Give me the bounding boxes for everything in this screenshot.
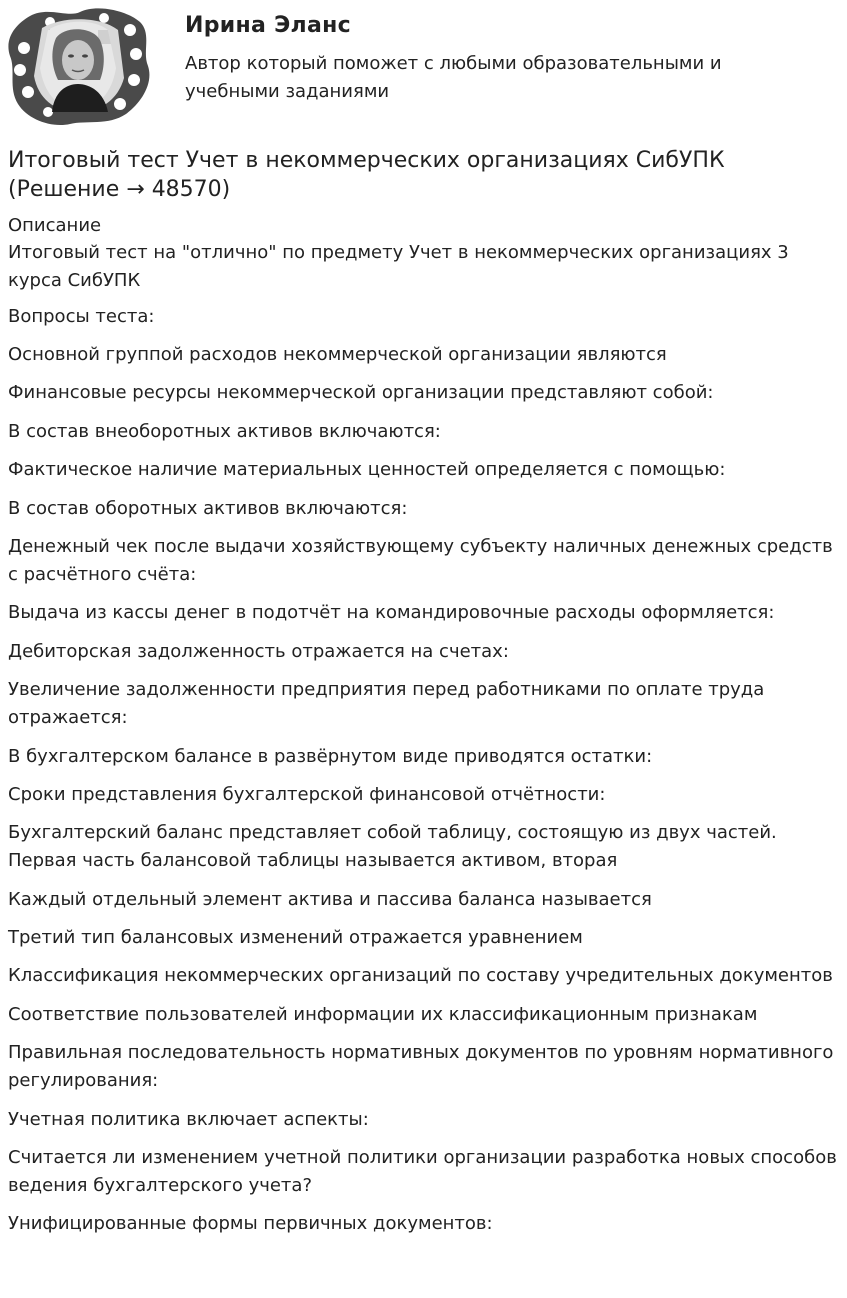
questions-list [8,341,838,1238]
question-item: Учетная политика включает аспекты: [8,1108,369,1130]
questions-label: Вопросы теста: [8,306,155,327]
document-content [8,146,838,1249]
author-avatar[interactable] [8,8,150,126]
question-item: В бухгалтерском балансе в развёрнутом виде приводятся остатки: [8,745,653,767]
question-item: Каждый отдельный элемент актива и пассива баланса называется [8,888,652,910]
question-item: Сроки представления бухгалтерской финансовой отчётности: [8,783,606,805]
author-description: Автор который поможет с любыми образовательными и учебными заданиями [185,53,722,102]
question-item: Выдача из кассы денег в подотчёт на командировочные расходы оформляется: [8,602,775,624]
question-item: В состав внеоборотных активов включаются: [8,420,441,442]
description-text: Итоговый тест на "отлично" по предмету Учет в некоммерческих организациях 3 курса СибУПК [8,242,789,291]
question-item: Финансовые ресурсы некоммерческой организации представляют собой: [8,382,714,404]
question-item: Бухгалтерский баланс представляет собой таблицу, состоящую из двух частей. Первая часть балансовой таблицы называется активом, вторая [8,822,777,872]
question-item: Фактическое наличие материальных ценностей определяется с помощью: [8,459,726,481]
question-item: Третий тип балансовых изменений отражается уравнением [8,927,583,949]
question-item: Классификация некоммерческих организаций по составу учредительных документов [8,965,833,987]
author-name[interactable]: Ирина Эланс [185,13,351,38]
document-title: Итоговый тест Учет в некоммерческих организациях СибУПК (Решение → 48570) [8,148,725,202]
question-item: Соответствие пользователей информации их классификационным признакам [8,1003,758,1025]
author-header [8,8,838,126]
question-item: В состав оборотных активов включаются: [8,497,408,519]
question-item: Денежный чек после выдачи хозяйствующему субъекту наличных денежных средств с расчётного счёта: [8,535,833,585]
question-item: Увеличение задолженности предприятия перед работниками по оплате труда отражается: [8,679,765,729]
question-item: Считается ли изменением учетной политики организации разработка новых способов ведения бухгалтерского учета? [8,1147,837,1197]
question-item: Унифицированные формы первичных документов: [8,1213,493,1235]
question-item: Дебиторская задолженность отражается на счетах: [8,640,509,662]
question-item: Правильная последовательность нормативных документов по уровням нормативного регулирования: [8,1042,834,1092]
avatar-frame-graphic [8,8,150,126]
question-item: Основной группой расходов некоммерческой организации являются [8,344,667,365]
description-label: Описание [8,215,102,236]
